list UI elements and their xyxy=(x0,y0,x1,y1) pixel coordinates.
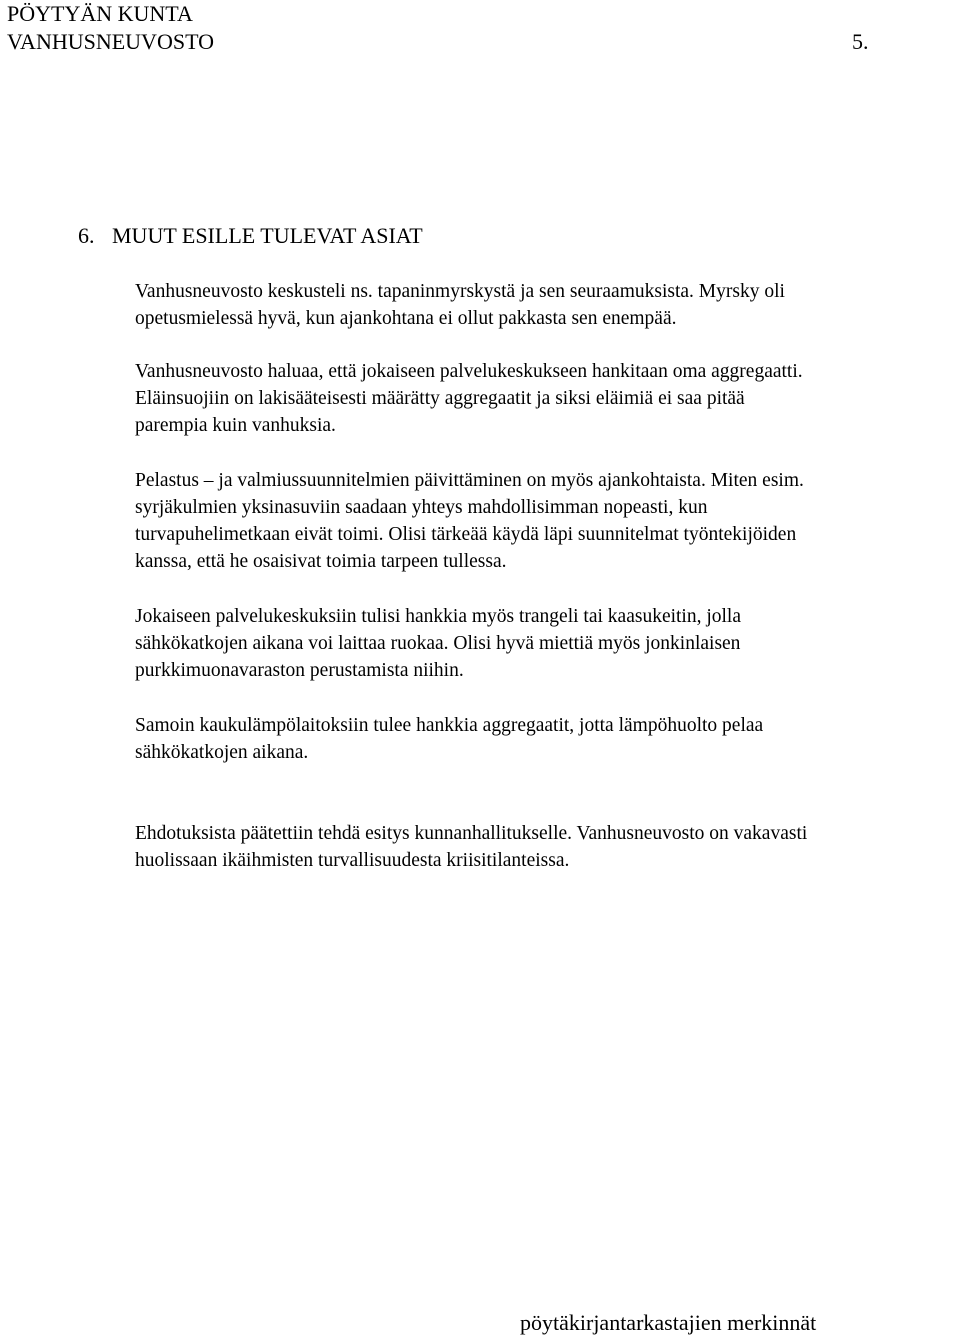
paragraph-line: Jokaiseen palvelukeskuksiin tulisi hankkia myös trangeli tai kaasukeitin, jolla xyxy=(135,606,742,627)
paragraph-line: sähkökatkojen aikana. xyxy=(135,742,309,763)
section-heading xyxy=(78,222,423,250)
paragraph-line: Pelastus – ja valmiussuunnitelmien päivittäminen on myös ajankohtaista. Miten esim. xyxy=(135,470,804,491)
paragraph-line: huolissaan ikäihmisten turvallisuudesta kriisitilanteissa. xyxy=(135,850,570,871)
body-name: VANHUSNEUVOSTO xyxy=(7,29,214,54)
paragraph-generators xyxy=(135,358,955,439)
section-number: 6. xyxy=(78,223,95,248)
paragraph-storm-discussion xyxy=(135,278,955,332)
paragraph-line: parempia kuin vanhuksia. xyxy=(135,415,336,436)
document-header xyxy=(7,0,907,56)
minutes-reviewers-note: pöytäkirjantarkastajien merkinnät xyxy=(520,1310,817,1335)
paragraph-line: Vanhusneuvosto keskusteli ns. tapaninmyrskystä ja sen seuraamuksista. Myrsky oli xyxy=(135,281,785,302)
paragraph-cooking-equipment xyxy=(135,603,955,684)
paragraph-line: kanssa, että he osaisivat toimia tarpeen tullessa. xyxy=(135,551,507,572)
paragraph-line: sähkökatkojen aikana voi laittaa ruokaa. Olisi hyvä miettiä myös jonkinlaisen xyxy=(135,633,741,654)
paragraph-line: purkkimuonavaraston perustamista niihin. xyxy=(135,660,464,681)
paragraph-line: turvapuhelimetkaan eivät toimi. Olisi tärkeää käydä läpi suunnitelmat työntekijöiden xyxy=(135,524,797,545)
paragraph-line: Samoin kaukulämpölaitoksiin tulee hankkia aggregaatit, jotta lämpöhuolto pelaa xyxy=(135,715,764,736)
paragraph-line: Vanhusneuvosto haluaa, että jokaiseen palvelukeskukseen hankitaan oma aggregaatti. xyxy=(135,361,803,382)
paragraph-line: opetusmielessä hyvä, kun ajankohtana ei ollut pakkasta sen enempää. xyxy=(135,308,677,329)
paragraph-line: Eläinsuojiin on lakisääteisesti määrätty aggregaatit ja siksi eläimiä ei saa pitää xyxy=(135,388,745,409)
section-title: MUUT ESILLE TULEVAT ASIAT xyxy=(112,223,423,248)
page-number: 5. xyxy=(852,29,869,54)
paragraph-decision xyxy=(135,820,955,874)
paragraph-line: syrjäkulmien yksinasuviin saadaan yhteys mahdollisimman nopeasti, kun xyxy=(135,497,708,518)
organization-name: PÖYTYÄN KUNTA xyxy=(7,1,193,26)
paragraph-district-heating xyxy=(135,712,955,766)
paragraph-emergency-plans xyxy=(135,467,955,575)
paragraph-line: Ehdotuksista päätettiin tehdä esitys kunnanhallitukselle. Vanhusneuvosto on vakavasti xyxy=(135,823,808,844)
